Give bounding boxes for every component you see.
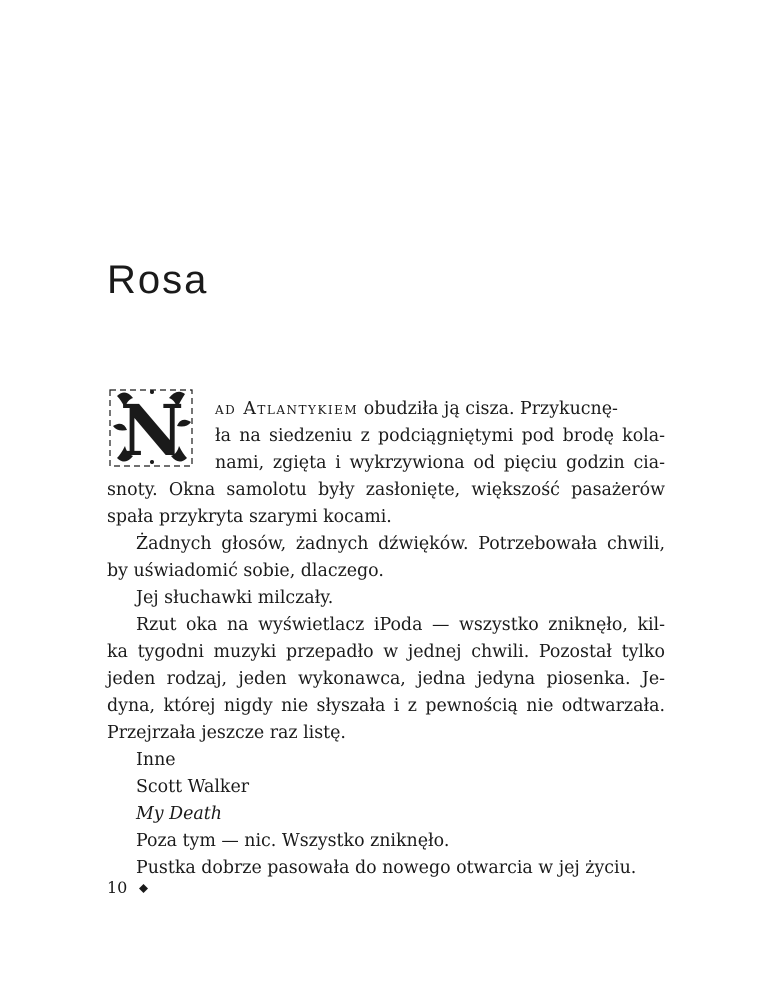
text-line-1-rest: obudziła ją cisza. Przykucnę- — [358, 399, 618, 419]
text-line-15: Scott Walker — [136, 777, 250, 797]
text-line-16: My Death — [136, 804, 222, 824]
text-line-18: Pustka dobrze pasowała do nowego otwarcia w jej życiu. — [136, 858, 637, 878]
text-line-2: ła na siedzeniu z podciągniętymi pod brodę kola- — [215, 426, 665, 446]
text-line-17: Poza tym — nic. Wszystko zniknęło. — [136, 831, 450, 851]
dropcap-initial — [107, 382, 197, 468]
text-line-3: nami, zgięta i wykrzywiona od pięciu godzin cia- — [215, 453, 665, 473]
text-line-8: Jej słuchawki milczały. — [136, 588, 334, 608]
text-line-6: Żadnych głosów, żadnych dźwięków. Potrzebowała chwili, — [136, 534, 665, 554]
text-line-11: jeden rodzaj, jeden wykonawca, jedna jedyna piosenka. Je- — [107, 669, 665, 689]
dropcap-letter: N — [120, 389, 184, 468]
text-line-12: dyna, której nigdy nie słyszała i z pewnością nie odtwarzała. — [107, 696, 665, 716]
text-line-1 — [215, 398, 618, 420]
smallcaps-lead: ad Atlantykiem — [215, 399, 359, 419]
chapter-title: Rosa — [107, 258, 209, 302]
page-number: 10 — [107, 878, 128, 897]
text-line-4: snoty. Okna samolotu były zasłonięte, większość pasażerów — [107, 480, 665, 500]
text-line-14: Inne — [136, 750, 176, 770]
text-line-10: ka tygodni muzyki przepadło w jednej chwili. Pozostał tylko — [107, 642, 665, 662]
text-line-9: Rzut oka na wyświetlacz iPoda — wszystko zniknęło, kil- — [136, 615, 665, 635]
text-line-7: by uświadomić sobie, dlaczego. — [107, 561, 384, 581]
text-line-5: spała przykryta szarymi kocami. — [107, 507, 392, 527]
text-line-13: Przejrzała jeszcze raz listę. — [107, 723, 346, 743]
diamond-ornament-icon — [139, 884, 148, 893]
dropcap-ornament — [107, 382, 197, 468]
